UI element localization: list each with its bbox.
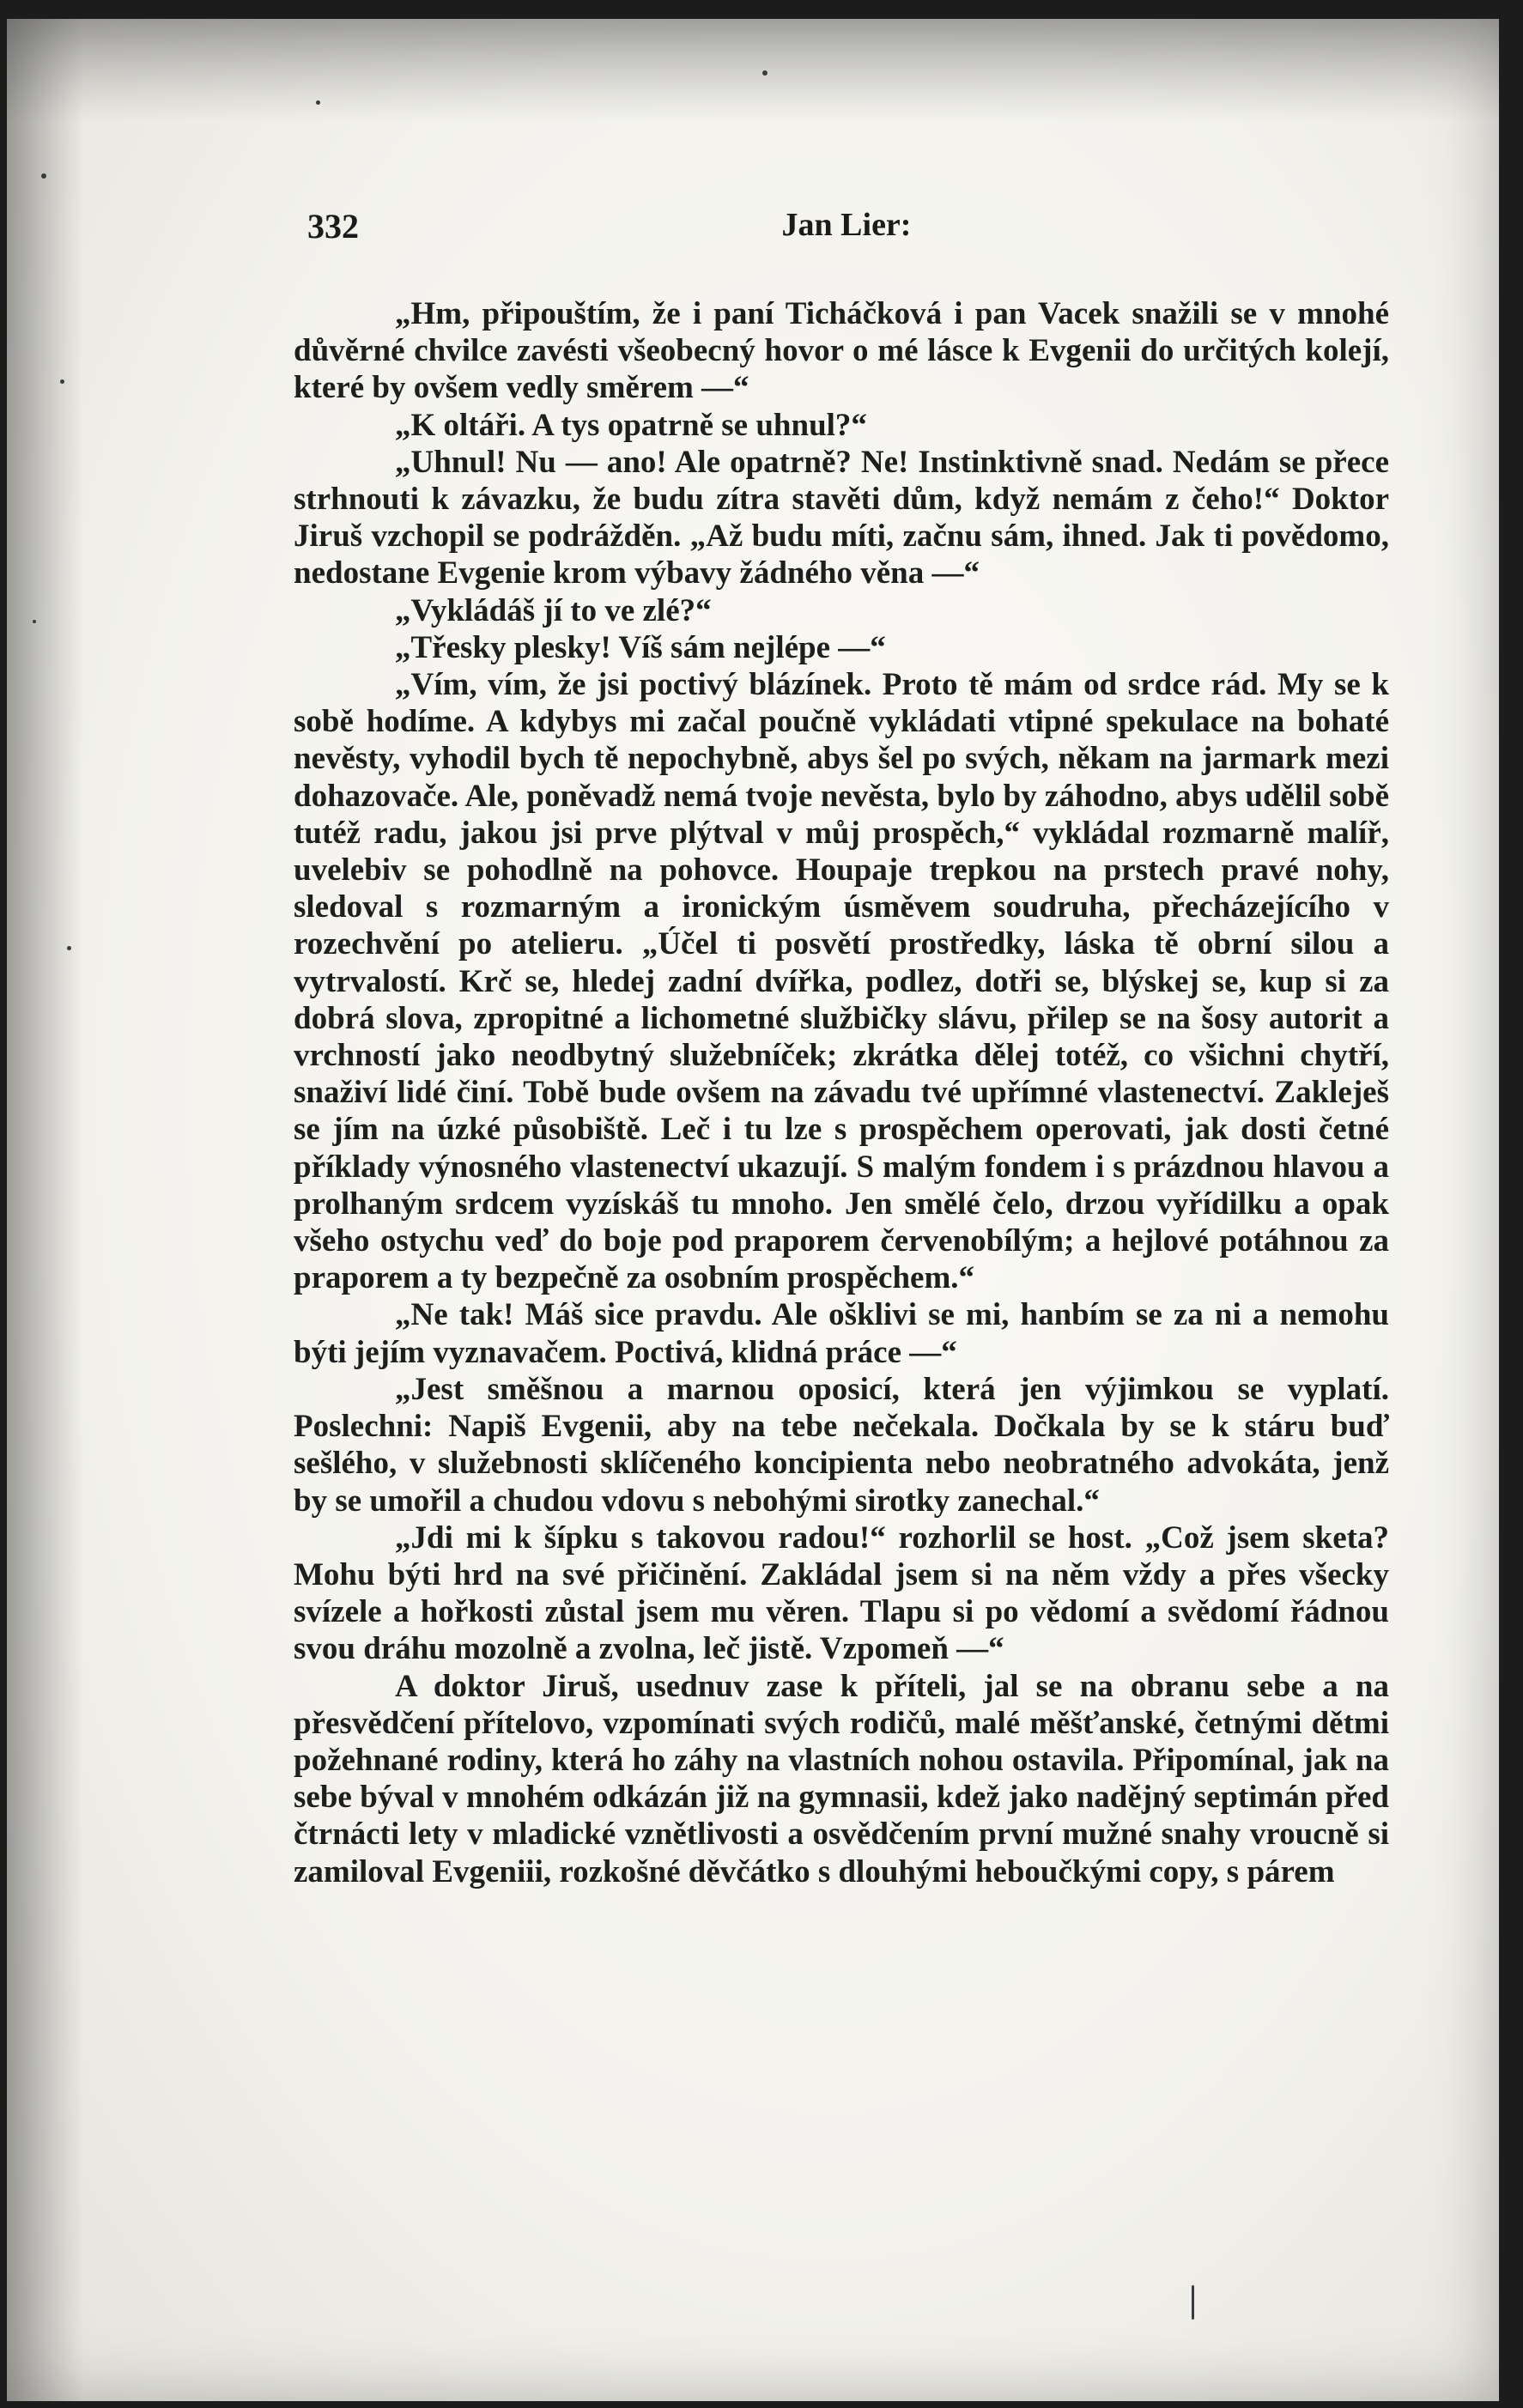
scan-speck <box>1192 2285 1194 2320</box>
paragraph: „Vím, vím, že jsi poctivý blázínek. Proto tě mám od srdce rád. My se k sobě hodíme. A kdybys mi začal poučně vykládati vtipné spekulace na bohaté nevěsty, vyhodil bych tě nepochybně, abys šel po svých, někam na jarmark mezi dohazovače. Ale, poněvadž nemá tvoje nevěsta, bylo by záhodno, abys udělil sobě tutéž radu, jakou jsi prve plýtval v můj prospěch,“ vykládal rozmarně malíř, uvelebiv se pohodlně na pohovce. Houpaje trepkou na prstech pravé nohy, sledoval s rozmarným a ironickým úsměvem soudruha, přecházejícího v rozechvění po atelieru. „Účel ti posvětí prostředky, láska tě obrní silou a vytrvalostí. Krč se, hledej zadní dvířka, podlez, dotři se, blýskej se, kup si za dobrá slova, zpropitné a lichometné službičky slávu, přilep se na šosy autorit a vrchností jako neodbytný služebníček; zkrátka dělej totéž, co všichni chytří, snaživí lidé činí. Tobě bude ovšem na závadu tvé upřímné vlastenectví. Zakleješ se jím na úzké působiště. Leč i tu lze s prospěchem operovati, jak dosti četné příklady výnosného vlastenectví ukazují. S malým fondem i s prázdnou hlavou a prolhaným srdcem vyzískáš tu mnoho. Jen smělé čelo, drzou vyřídilku a opak všeho ostychu veď do boje pod praporem červenobílým; a hejlové potáhnou za praporem a ty bezpečně za osobním prospěchem.“ <box>294 667 1389 1296</box>
scan-speck <box>41 173 46 179</box>
scan-speck <box>60 379 64 384</box>
paragraph: „Uhnul! Nu — ano! Ale opatrně? Ne! Instinktivně snad. Nedám se přece strhnouti k závazku, že budu zítra stavěti dům, když nemám z čeho!“ Doktor Jiruš vzchopil se podrážděn. „Až budu míti, začnu sám, ihned. Jak ti povědomo, nedostane Evgenie krom výbavy žádného věna —“ <box>294 444 1389 591</box>
paragraph: „Třesky plesky! Víš sám nejlépe —“ <box>395 629 886 665</box>
body-text <box>294 295 1389 1890</box>
scan-speck <box>762 70 768 76</box>
page-header <box>307 206 1386 258</box>
paragraph: A doktor Jiruš, usednuv zase k příteli, jal se na obranu sebe a na přesvědčení přítelovo, vzpomínati svých rodičů, malé měšťanské, četnými dětmi požehnané rodiny, která ho záhy na vlastních nohou ostavila. Připomínal, jak na sebe býval v mnohém odkázán již na gymnasii, kdež jako nadějný septimán před čtrnácti lety v mladické vznětlivosti a osvědčením první mužné snahy vroucně si zamiloval Evgeniii, rozkošné děvčátko s dlouhými heboučkými copy, s párem <box>294 1668 1389 1889</box>
scan-edge-shadow <box>7 19 84 2401</box>
scan-top-shadow <box>7 19 1499 122</box>
book-page <box>7 19 1499 2401</box>
scan-speck <box>33 620 36 623</box>
paragraph: „Jest směšnou a marnou oposicí, která jen výjimkou se vyplatí. Poslechni: Napiš Evgenii, aby na tebe nečekala. Dočkala by se k stáru buď sešlého, v služebnosti sklíčeného koncipienta nebo neobratného advokáta, jenž by se umořil a chudou vdovu s nebohými sirotky zanechal.“ <box>294 1371 1389 1519</box>
paragraph: „K oltáři. A tys opatrně se uhnul?“ <box>395 407 867 443</box>
paragraph: „Jdi mi k šípku s takovou radou!“ rozhorlil se host. „Což jsem sketa? Mohu býti hrd na své přičinění. Zakládal jsem si na něm vždy a přes všecky svízele a hořkosti zůstal jsem mu věren. Tlapu si po vědomí a svědomí řádnou svou dráhu mozolně a zvolna, leč jistě. Vzpomeň —“ <box>294 1519 1389 1667</box>
scan-speck <box>67 946 71 950</box>
running-title: Jan Lier: <box>781 207 912 243</box>
scan-speck <box>316 100 320 105</box>
paragraph: „Ne tak! Máš sice pravdu. Ale ošklivi se mi, hanbím se za ni a nemohu býti jejím vyznavačem. Poctivá, klidná práce —“ <box>294 1297 1389 1370</box>
page-number: 332 <box>307 207 359 246</box>
paragraph: „Hm, připouštím, že i paní Ticháčková i pan Vacek snažili se v mnohé důvěrné chvilce zavésti všeobecný hovor o mé lásce k Evgenii do určitých kolejí, které by ovšem vedly směrem —“ <box>294 296 1389 406</box>
paragraph: „Vykládáš jí to ve zlé?“ <box>395 592 712 628</box>
